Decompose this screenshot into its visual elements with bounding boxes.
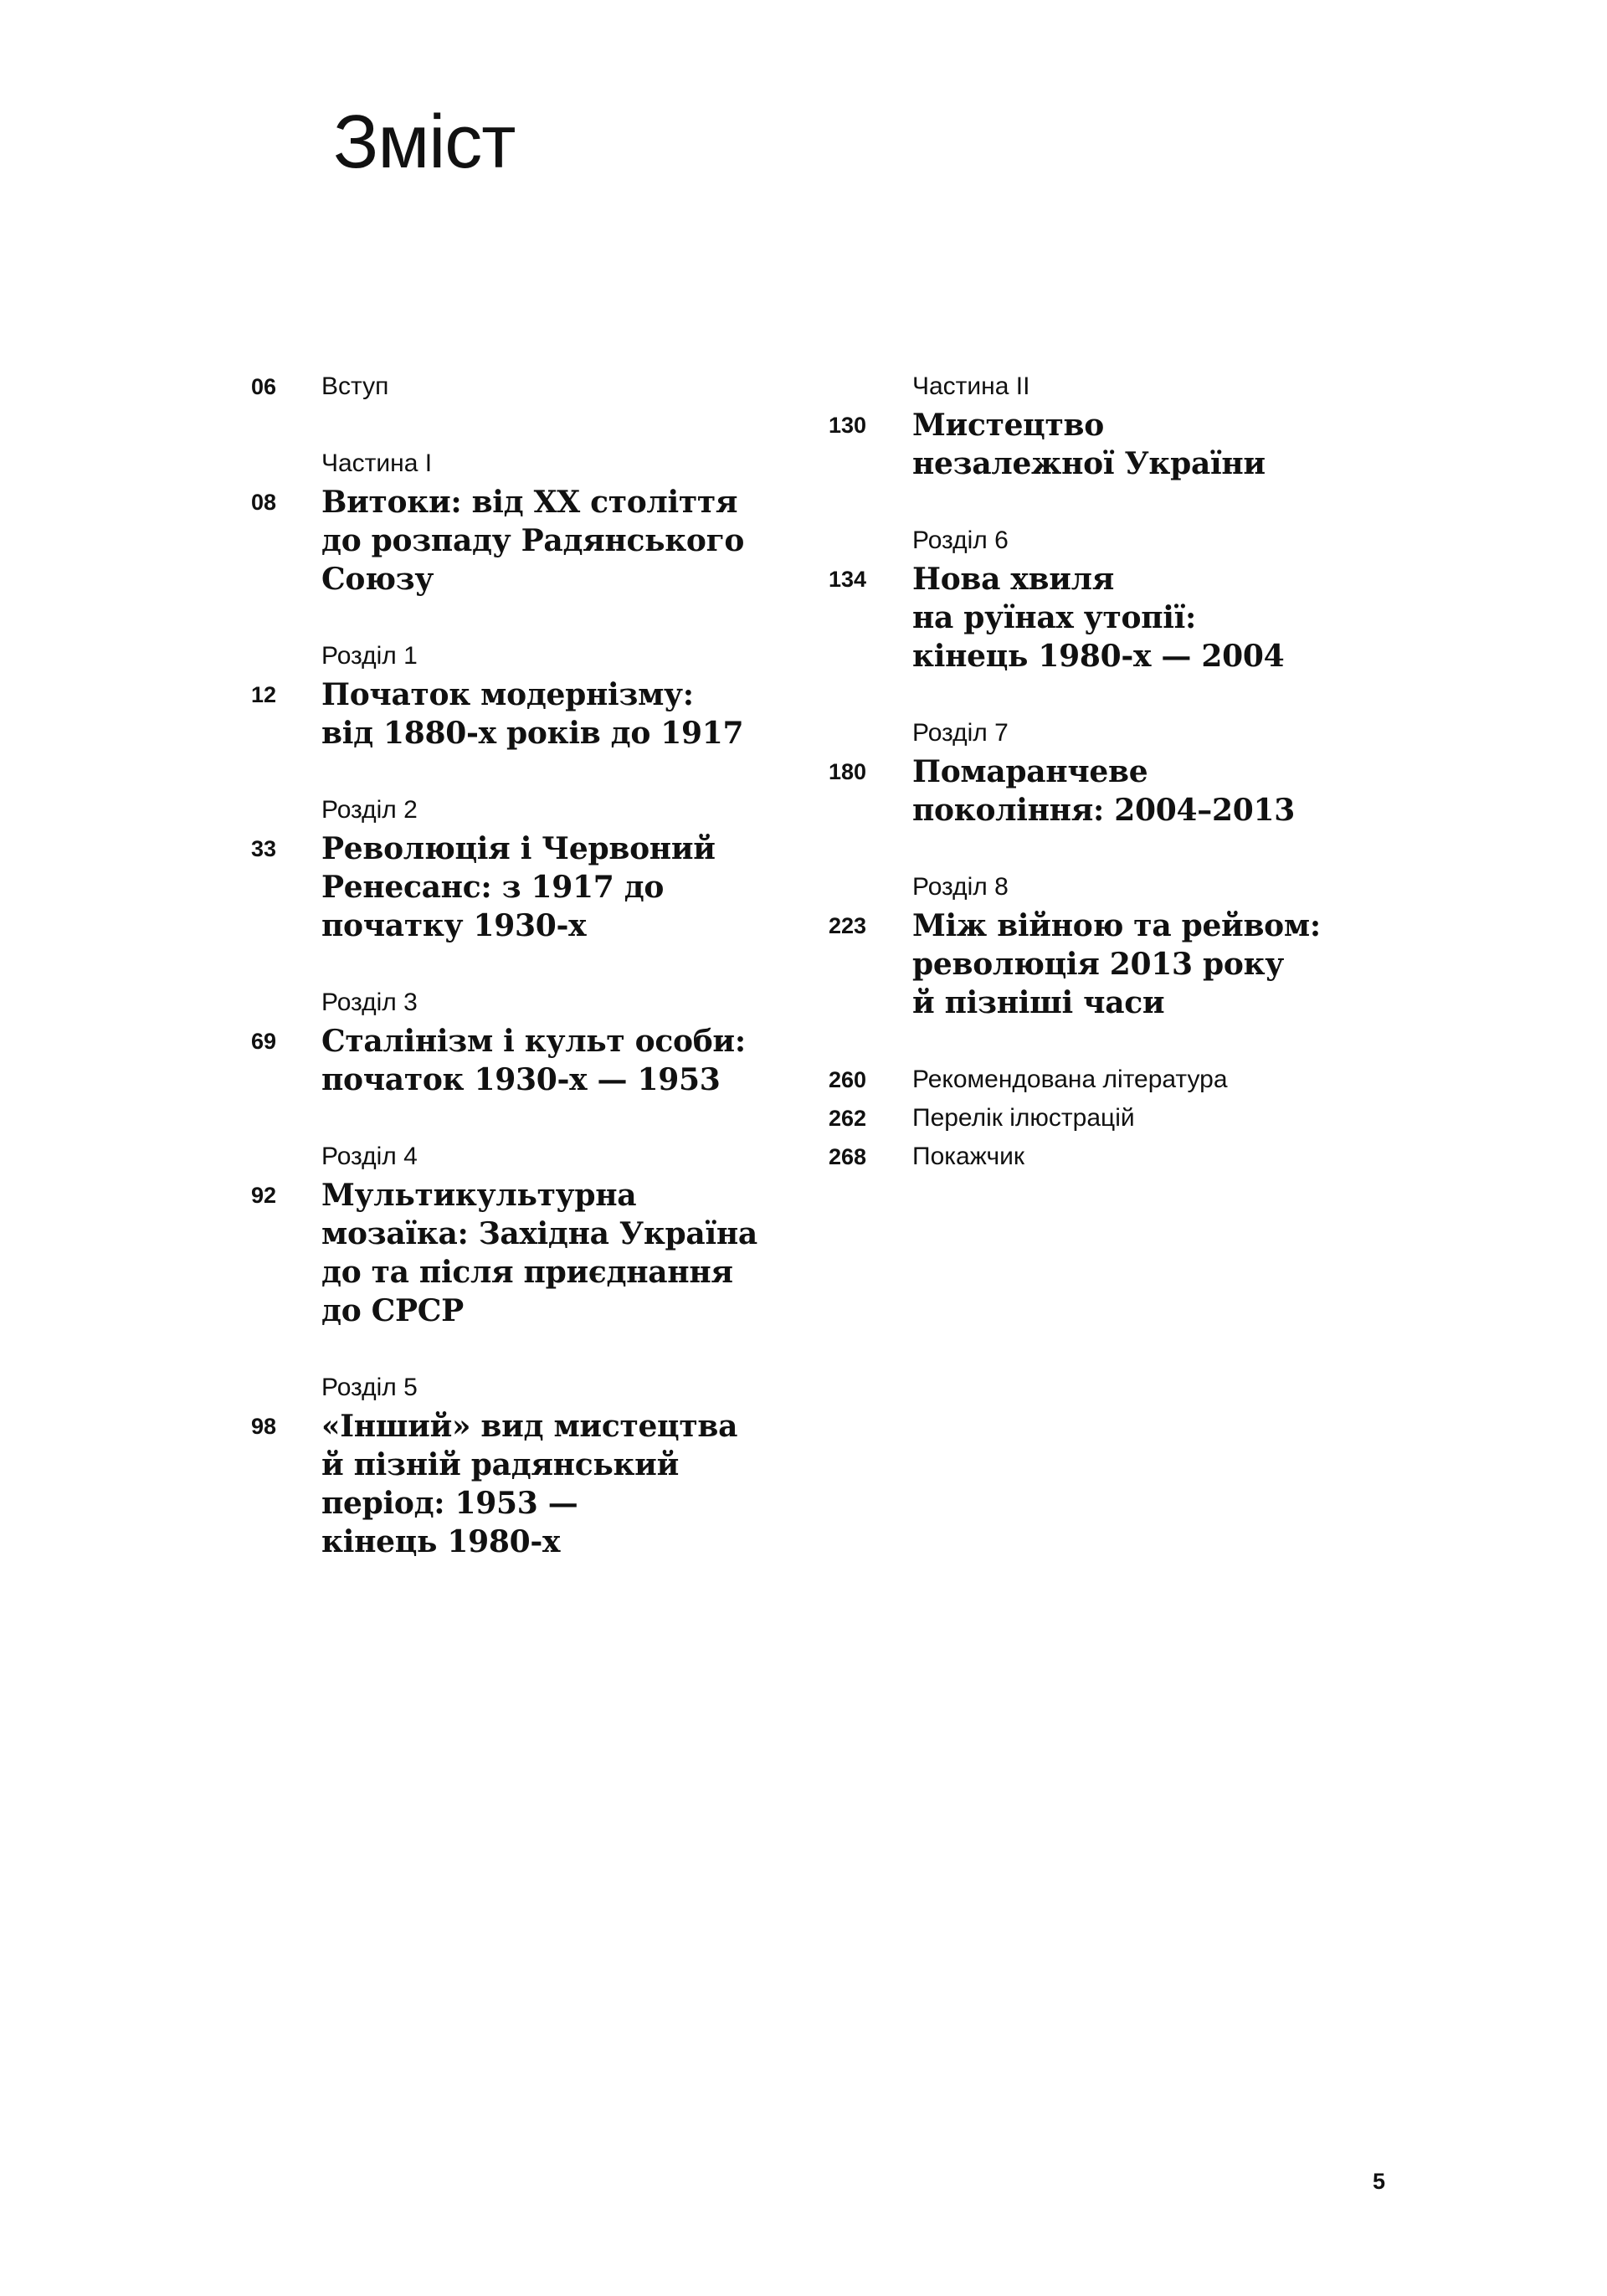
page-title: Зміст: [333, 100, 516, 184]
toc-entry-part1[interactable]: [251, 444, 820, 598]
part-label: Частина II: [912, 372, 1030, 400]
toc-entry-chapter-3[interactable]: [251, 984, 820, 1099]
entry-heading: Мультикультурна мозаїка: Західна Україна до та після приєднання до СРСР: [321, 1178, 757, 1328]
entry-heading: Помаранчеве покоління: 2004–2013: [912, 754, 1295, 828]
toc-entry-recommended-reading[interactable]: [829, 1061, 1414, 1099]
toc-entry-chapter-2[interactable]: [251, 791, 820, 945]
page-number: 134: [829, 567, 867, 592]
chapter-label: Розділ 4: [321, 1143, 418, 1170]
page-number: 260: [829, 1067, 867, 1092]
entry-heading: Революція і Червоний Ренесанс: з 1917 до початку 1930-х: [321, 831, 716, 943]
page-number: 69: [251, 1029, 277, 1054]
entry-heading: Мистецтво незалежної України: [912, 408, 1266, 481]
toc-left-column: [251, 367, 820, 1561]
toc-entry-part2[interactable]: [829, 367, 1414, 483]
page-folio: 5: [1373, 2169, 1386, 2194]
toc-entry-illustrations[interactable]: [829, 1099, 1414, 1138]
chapter-label: Розділ 3: [321, 989, 418, 1016]
entry-heading: Початок модернізму: від 1880-х років до 1917: [321, 677, 744, 751]
entry-label: Вступ: [321, 372, 389, 400]
chapter-label: Розділ 8: [912, 873, 1009, 901]
chapter-label: Розділ 2: [321, 796, 418, 824]
toc-entry-chapter-7[interactable]: [829, 714, 1414, 830]
toc-entry-chapter-6[interactable]: [829, 521, 1414, 675]
entry-heading: «Інший» вид мистецтва й пізній радянський період: 1953 — кінець 1980-х: [321, 1409, 738, 1559]
chapter-label: Розділ 1: [321, 642, 418, 670]
entry-heading: Між війною та рейвом: революція 2013 року й пізніші часи: [912, 908, 1321, 1020]
page-number: 08: [251, 490, 277, 515]
page-number: 12: [251, 682, 277, 707]
page-number: 33: [251, 836, 277, 861]
page-number: 268: [829, 1144, 867, 1169]
part-label: Частина I: [321, 449, 433, 477]
page-number: 180: [829, 759, 867, 784]
chapter-label: Розділ 5: [321, 1374, 418, 1401]
page-number: 92: [251, 1183, 277, 1208]
entry-heading: Нова хвиля на руїнах утопії: кінець 1980-х — 2004: [912, 562, 1285, 674]
toc-entry-index[interactable]: [829, 1138, 1414, 1176]
page-number: 223: [829, 913, 867, 938]
toc-entry-chapter-5[interactable]: [251, 1369, 820, 1561]
page-number: 06: [251, 374, 277, 399]
toc-entry-intro[interactable]: [251, 367, 820, 406]
entry-label: Перелік ілюстрацій: [912, 1104, 1135, 1132]
toc-entry-chapter-8[interactable]: [829, 868, 1414, 1022]
entry-label: Рекомендована література: [912, 1066, 1228, 1093]
entry-heading: Витоки: від XX століття до розпаду Радянського Союзу: [321, 485, 745, 597]
page-number: 130: [829, 413, 867, 438]
toc-entry-chapter-1[interactable]: [251, 637, 820, 752]
toc-right-column: [829, 367, 1414, 1176]
chapter-label: Розділ 6: [912, 526, 1009, 554]
entry-heading: Сталінізм і культ особи: початок 1930-х — 1953: [321, 1024, 746, 1097]
page-number: 98: [251, 1414, 277, 1439]
chapter-label: Розділ 7: [912, 719, 1009, 747]
entry-label: Покажчик: [912, 1143, 1024, 1170]
page-number: 262: [829, 1106, 867, 1131]
toc-entry-chapter-4[interactable]: [251, 1138, 820, 1330]
